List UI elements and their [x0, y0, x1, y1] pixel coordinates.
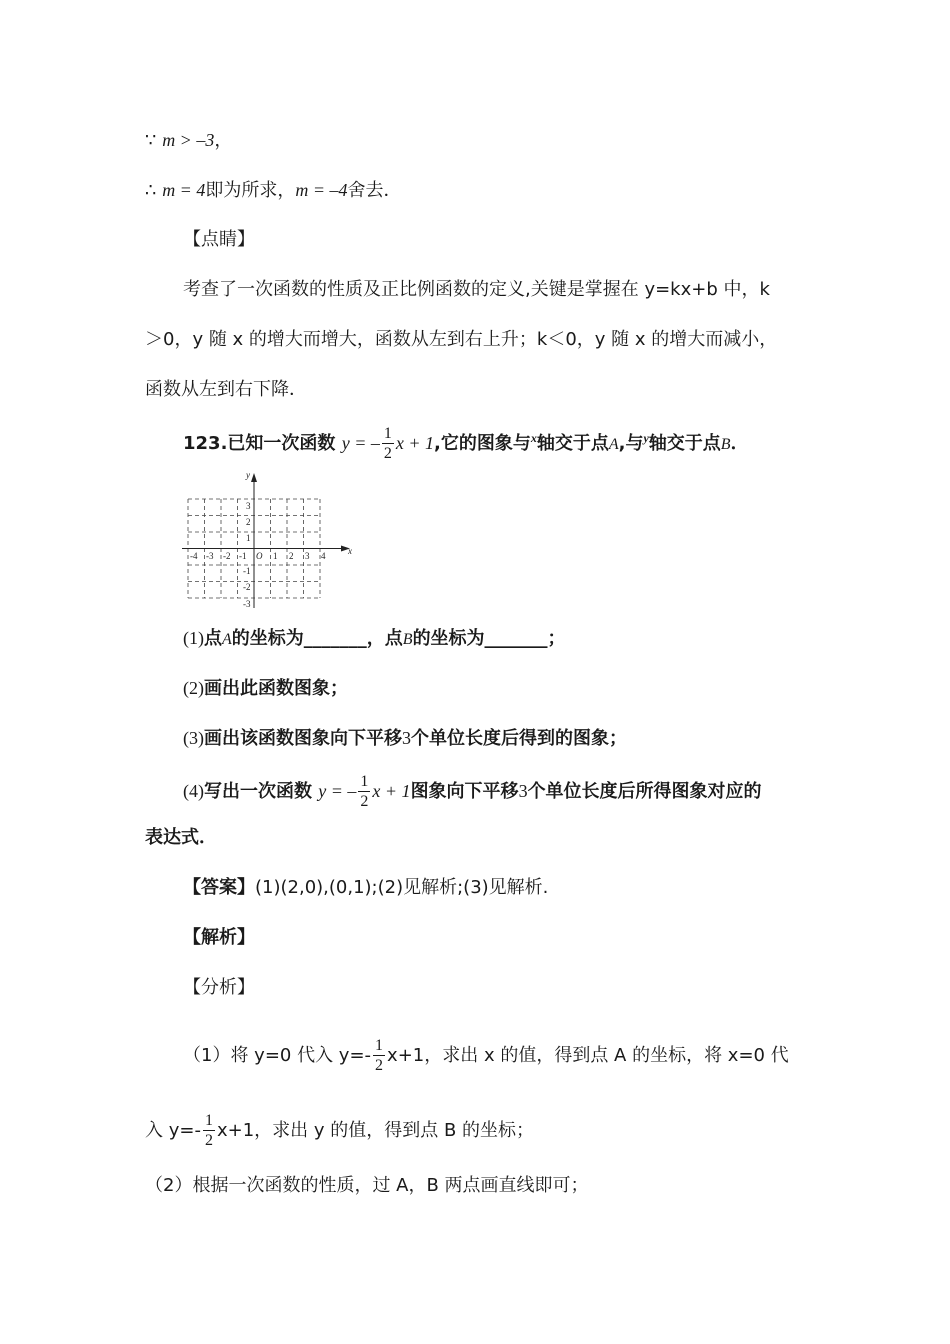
comment-paragraph-3: 函数从左到右下降． [145, 379, 307, 400]
q3-shift-amount: 3 [402, 728, 411, 748]
analysis-2-text-b: x+1，求出 y 的值，得到点 B 的坐标； [216, 1120, 535, 1141]
y-tick-label: -3 [243, 599, 251, 609]
problem-text: .已知一次函数 [220, 433, 336, 454]
question-2 [183, 676, 348, 701]
q4-text-a: 写出一次函数 [204, 781, 312, 802]
y-axis-label: y [246, 470, 250, 480]
q3-number: (3) [183, 728, 204, 748]
question-3 [183, 726, 627, 751]
dianjing-heading: 【点睛】 [183, 229, 255, 250]
origin-label: O [256, 551, 263, 561]
y-tick-label: 1 [246, 533, 251, 543]
q1-text-b: 的坐标为_______，点 [231, 628, 403, 649]
frac-denominator: 2 [383, 445, 392, 462]
solution-text: 即为所求， [205, 180, 296, 201]
x-tick-label: -4 [190, 551, 198, 561]
q4-number: (4) [183, 781, 204, 801]
x-tick-label: -3 [206, 551, 214, 561]
point-a-label: A [608, 436, 619, 453]
q1-text-a: 点 [204, 628, 222, 649]
y-tick-label: -2 [243, 582, 251, 592]
question-1 [183, 626, 566, 652]
q1-point-a: A [222, 631, 232, 648]
q3-text-b: 个单位长度后得到的图象； [411, 728, 627, 749]
fraction-half [382, 426, 394, 462]
analysis-2-text-a: 入 y=- [145, 1120, 201, 1141]
x-axis-label: x [348, 546, 352, 556]
frac-numerator: 1 [360, 773, 369, 790]
q3-text-a: 画出该函数图象向下平移 [204, 728, 402, 749]
therefore-symbol: ∴ [145, 180, 157, 201]
coordinate-grid [180, 468, 360, 613]
analysis-line-2 [145, 1113, 534, 1149]
rejected-expr: m = –4 [295, 180, 348, 200]
problem-text-3: 轴交于点 [536, 433, 609, 454]
solution-expr: m = 4 [162, 180, 206, 200]
problem-statement [183, 426, 749, 462]
fenxi-heading: 【分析】 [183, 977, 255, 998]
therefore-line [145, 178, 402, 203]
comment-paragraph-1: 考查了一次函数的性质及正比例函数的定义,关键是掌握在 y=kx+b 中，k [183, 279, 770, 300]
q4-text-b: 图象向下平移 [410, 781, 519, 802]
x-tick-label: 4 [321, 551, 326, 561]
x-tick-label: 1 [273, 551, 278, 561]
equation-left: y = – [341, 433, 380, 453]
problem-text-4: ,与 [618, 433, 644, 454]
x-axis-var: x [530, 431, 537, 445]
point-b-label: B [720, 436, 731, 453]
y-tick-label: -1 [243, 566, 251, 576]
analysis-1-fraction [373, 1038, 385, 1074]
question-4-continued: 表达式． [145, 827, 217, 848]
q4-equation-right: x + 1 [372, 781, 411, 801]
question-4 [183, 774, 762, 810]
q1-point-b: B [402, 631, 413, 648]
q4-fraction [358, 774, 370, 810]
x-tick-label: 2 [289, 551, 294, 561]
problem-number: 123 [183, 433, 221, 454]
answer-text: (1)(2,0),(0,1);(2)见解析;(3)见解析. [255, 877, 549, 898]
q1-text-c: 的坐标为_______； [412, 628, 566, 649]
problem-text-5: 轴交于点 [648, 433, 721, 454]
frac-denominator: 2 [375, 1057, 384, 1074]
x-tick-label: -2 [223, 551, 231, 561]
y-tick-label: 2 [246, 517, 251, 527]
x-tick-label: 3 [305, 551, 310, 561]
analysis-1-text-a: （1）将 y=0 代入 y=- [183, 1045, 372, 1066]
because-line [145, 128, 232, 153]
comma: ， [214, 130, 233, 151]
jiexi-heading: 【解析】 [183, 927, 255, 948]
comment-paragraph-2: ＞0，y 随 x 的增大而增大，函数从左到右上升；k＜0，y 随 x 的增大而减小， [145, 329, 778, 350]
rejected-text: 舍去． [347, 180, 402, 201]
q2-text: 画出此函数图象； [204, 678, 348, 699]
y-axis-var: y [643, 431, 649, 445]
because-symbol: ∵ [145, 130, 157, 151]
frac-numerator: 1 [383, 425, 392, 442]
q4-equation-left: y = – [318, 781, 357, 801]
answer-line [183, 876, 548, 900]
equation-right: x + 1 [395, 433, 434, 453]
answer-label: 【答案】 [183, 877, 255, 898]
q1-number: (1) [183, 628, 204, 648]
x-tick-label: -1 [239, 551, 247, 561]
q2-number: (2) [183, 678, 204, 698]
problem-text-6: ． [730, 433, 749, 454]
frac-denominator: 2 [204, 1132, 213, 1149]
frac-numerator: 1 [204, 1112, 213, 1129]
frac-denominator: 2 [360, 793, 369, 810]
analysis-line-3: （2）根据一次函数的性质，过 A，B 两点画直线即可； [145, 1175, 589, 1196]
problem-text-2: ,它的图象与 [433, 433, 531, 454]
q4-shift-amount: 3 [518, 781, 528, 801]
frac-numerator: 1 [375, 1037, 384, 1054]
y-tick-label: 3 [246, 501, 251, 511]
analysis-1-text-b: x+1，求出 x 的值，得到点 A 的坐标，将 x=0 代 [387, 1045, 789, 1066]
analysis-2-fraction [203, 1113, 215, 1149]
y-axis-arrow [251, 473, 257, 482]
analysis-line-1 [183, 1038, 789, 1074]
condition-expr: m > –3 [162, 130, 215, 150]
q4-text-c: 个单位长度后所得图象对应的 [527, 781, 762, 802]
